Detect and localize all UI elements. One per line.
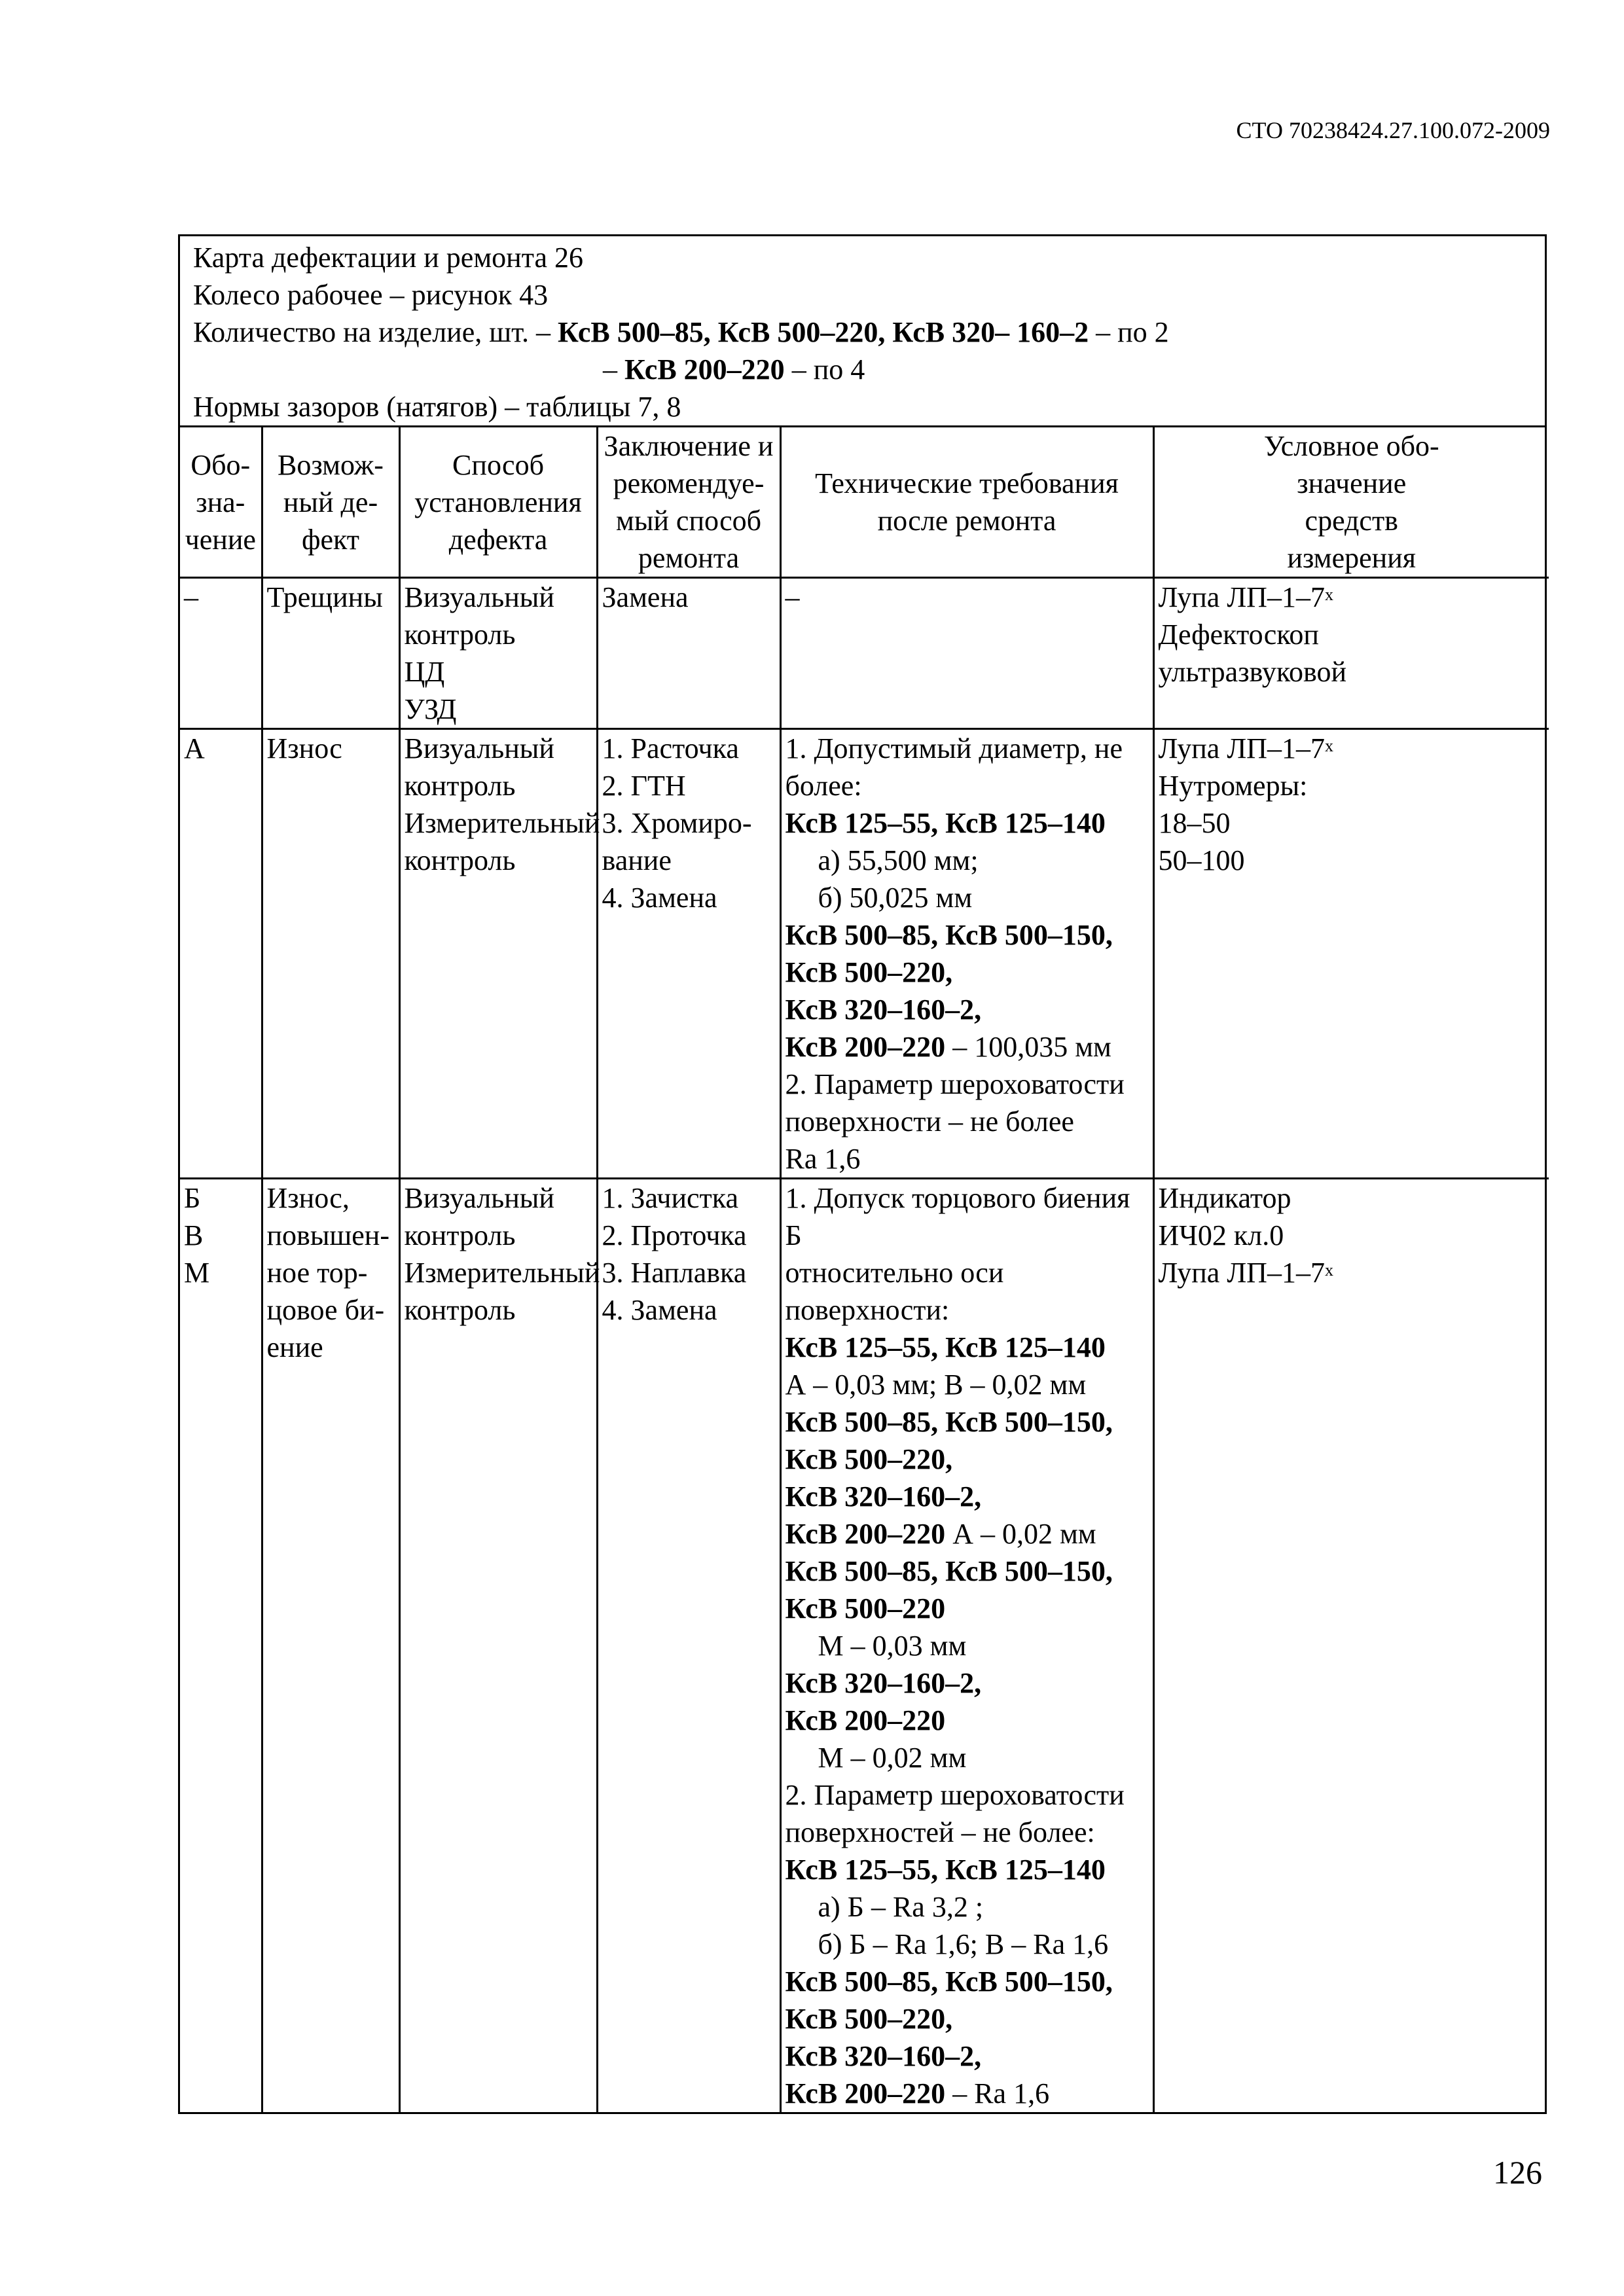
col-instruments: Условное обо- значение средств измерения — [1153, 427, 1549, 578]
cell-designation: Б В М — [180, 1179, 262, 2113]
col-method: Способ установления дефекта — [399, 427, 597, 578]
defect-repair-card — [178, 234, 1547, 2114]
cell-defect: Трещины — [262, 578, 399, 729]
cell-designation: А — [180, 729, 262, 1179]
clearance-norms: Нормы зазоров (натягов) – таблицы 7, 8 — [193, 391, 681, 423]
cell-instruments: Индикатор ИЧ02 кл.0 Лупа $ЛП-1-7^х$ — [1153, 1179, 1549, 2113]
table-row — [180, 1179, 1549, 2113]
quantity-line-2 — [193, 351, 1545, 388]
cell-defect: Износ, повышен- ное тор- цовое би- ение — [262, 1179, 399, 2113]
quantity2-model: КсВ 200–220 — [624, 353, 785, 386]
cell-designation: – — [180, 578, 262, 729]
cell-conclusion: 1. Расточка 2. ГТН 3. Хромиро- вание 4. Замена — [597, 729, 780, 1179]
table-row — [180, 578, 1549, 729]
quantity-line — [193, 314, 1545, 351]
col-designation: Обо- зна- чение — [180, 427, 262, 578]
cell-conclusion: Замена — [597, 578, 780, 729]
cell-requirements: 1. Допуск торцового биения Б относительно оси поверхности: КсВ 125–55, КсВ 125–140 А – 0,03 мм; В – 0,02 мм КсВ 500–85, КсВ 500–150, КсВ 500–220, КсВ 320–160–2, КсВ 200–220 А – 0,02 мм КсВ 500–85, КсВ 500–150, КсВ 500–220 М – 0,03 мм КсВ 320–160–2, КсВ 200–220 М – 0,02 мм 2. Параметр шероховатости поверхностей – не более: КсВ 125–55, КсВ 125–140 а) Б – Ra 3,2 ; б) Б – Ra 1,6; В – Ra 1,6 КсВ 500–85, КсВ 500–150, КсВ 500–220, КсВ 320–160–2, КсВ 200–220 – Ra 1,6 — [780, 1179, 1153, 2113]
cell-instruments: Лупа $ЛП-1-7^х$ Дефектоскоп ультразвуковой — [1153, 578, 1549, 729]
cell-conclusion: 1. Зачистка 2. Проточка 3. Наплавка 4. Замена — [597, 1179, 780, 2113]
defect-table — [180, 427, 1549, 2112]
cell-method: Визуальный контроль Измерительный контроль — [399, 1179, 597, 2113]
table-row — [180, 729, 1549, 1179]
col-conclusion: Заключение и рекомендуе- мый способ ремонта — [597, 427, 780, 578]
table-header-row — [180, 427, 1549, 578]
col-defect: Возмож- ный де- фект — [262, 427, 399, 578]
document-code: СТО 70238424.27.100.072-2009 — [1236, 117, 1550, 143]
part-name: Колесо рабочее – рисунок 43 — [193, 279, 549, 311]
quantity2-count: – по 4 — [784, 353, 865, 386]
quantity-models: КсВ 500–85, КсВ 500–220, КсВ 320– 160–2 — [558, 316, 1089, 348]
cell-requirements: 1. Допустимый диаметр, не более: КсВ 125–55, КсВ 125–140 а) 55,500 мм; б) 50,025 мм КсВ 500–85, КсВ 500–150, КсВ 500–220, КсВ 320–160–2, КсВ 200–220 – 100,035 мм 2. Параметр шероховатости поверхности – не более Ra 1,6 — [780, 729, 1153, 1179]
cell-instruments: Лупа $ЛП-1-7^х$ Нутромеры: 18–50 50–100 — [1153, 729, 1549, 1179]
cell-defect: Износ — [262, 729, 399, 1179]
card-header — [180, 236, 1545, 427]
page-number: 126 — [1493, 2154, 1542, 2191]
quantity-count: – по 2 — [1089, 316, 1169, 348]
quantity2-prefix: – — [603, 353, 624, 386]
cell-method: Визуальный контроль Измерительный контроль — [399, 729, 597, 1179]
quantity-prefix: Количество на изделие, шт. – — [193, 316, 558, 348]
col-requirements: Технические требования после ремонта — [780, 427, 1153, 578]
cell-requirements: – — [780, 578, 1153, 729]
card-title: Карта дефектации и ремонта 26 — [193, 242, 583, 274]
cell-method: Визуальный контроль ЦД УЗД — [399, 578, 597, 729]
